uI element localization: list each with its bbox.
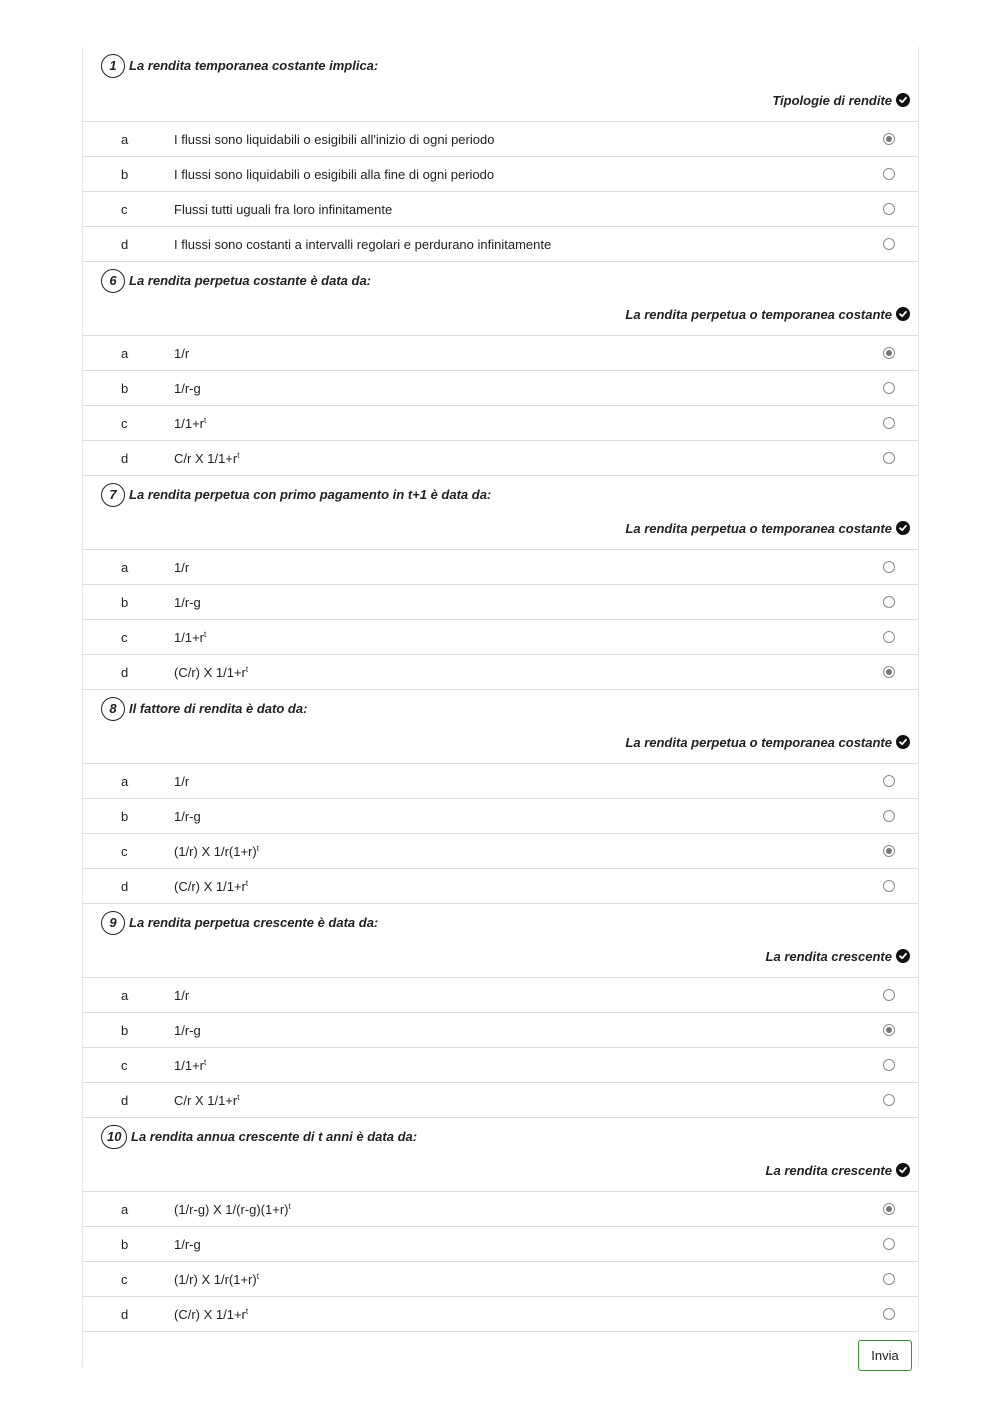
option-letter: a [121, 988, 129, 1003]
option-letter: d [121, 1093, 129, 1108]
option-radio[interactable] [883, 203, 895, 215]
option-main-text: 1/r-g [174, 1023, 201, 1038]
question-text: Il fattore di rendita è dato da: [129, 701, 308, 716]
answer-option[interactable] [83, 654, 918, 689]
option-radio[interactable] [883, 1273, 895, 1285]
question-topic [83, 1155, 918, 1191]
question-text: La rendita annua crescente di t anni è data da: [131, 1129, 418, 1144]
option-main-text: (C/r) X 1/1+r [174, 1307, 246, 1322]
answer-option[interactable] [83, 868, 918, 903]
option-text [174, 1237, 201, 1252]
answer-option[interactable] [83, 1226, 918, 1261]
question-block [83, 261, 918, 475]
option-exponent: t [245, 665, 249, 674]
option-exponent: t [245, 1307, 249, 1316]
option-letter: b [121, 809, 129, 824]
option-main-text: 1/r-g [174, 809, 201, 824]
answer-option[interactable] [83, 1012, 918, 1047]
option-letter: c [121, 1058, 128, 1073]
option-text [174, 167, 494, 182]
answer-option[interactable] [83, 1047, 918, 1082]
option-main-text: I flussi sono liquidabili o esigibili all'inizio di ogni periodo [174, 132, 495, 147]
question-text: La rendita perpetua con primo pagamento in t+1 è data da: [129, 487, 492, 502]
option-radio[interactable] [883, 666, 895, 678]
question-header [83, 903, 918, 941]
answer-option[interactable] [83, 584, 918, 619]
answer-option[interactable] [83, 549, 918, 584]
option-main-text: 1/1+r [174, 1058, 204, 1073]
check-circle-icon [896, 1163, 910, 1177]
answer-option[interactable] [83, 121, 918, 156]
question-topic [83, 727, 918, 763]
option-main-text: I flussi sono liquidabili o esigibili alla fine di ogni periodo [174, 167, 495, 182]
check-circle-icon [896, 521, 910, 535]
option-radio[interactable] [883, 1203, 895, 1215]
option-radio[interactable] [883, 810, 895, 822]
option-list [83, 1191, 918, 1331]
option-radio[interactable] [883, 347, 895, 359]
answer-option[interactable] [83, 833, 918, 868]
question-text: La rendita perpetua costante è data da: [129, 273, 372, 288]
topic-label: Tipologie di rendite [772, 93, 892, 108]
option-main-text: 1/r [174, 346, 190, 361]
answer-option[interactable] [83, 619, 918, 654]
option-text [174, 202, 392, 217]
option-main-text: 1/r [174, 774, 190, 789]
option-letter: d [121, 237, 129, 252]
option-text [174, 879, 248, 894]
question-block [83, 689, 918, 903]
option-exponent: t [288, 1202, 291, 1211]
option-text [174, 630, 206, 645]
option-radio[interactable] [883, 1024, 895, 1036]
option-main-text: 1/r [174, 988, 190, 1003]
option-letter: a [121, 1202, 129, 1217]
option-text [174, 1023, 201, 1038]
answer-option[interactable] [83, 1296, 918, 1331]
option-text [174, 132, 494, 147]
option-radio[interactable] [883, 880, 895, 892]
option-exponent: t [237, 451, 240, 460]
option-main-text: 1/1+r [174, 416, 204, 431]
option-text [174, 1307, 248, 1322]
answer-option[interactable] [83, 191, 918, 226]
question-header [83, 1117, 918, 1155]
answer-option[interactable] [83, 335, 918, 370]
option-text [174, 451, 239, 466]
option-radio[interactable] [883, 631, 895, 643]
question-block [83, 47, 918, 261]
question-list [83, 47, 918, 1331]
check-circle-icon [896, 949, 910, 963]
check-circle-icon [896, 307, 910, 321]
option-main-text: C/r X 1/1+r [174, 1093, 238, 1108]
option-exponent: t [245, 879, 249, 888]
option-letter: a [121, 560, 129, 575]
answer-option[interactable] [83, 405, 918, 440]
option-letter: d [121, 879, 129, 894]
option-letter: c [121, 416, 128, 431]
question-number: 6 [101, 269, 125, 293]
check-circle-icon [896, 735, 910, 749]
option-text [174, 237, 551, 252]
option-text [174, 416, 206, 431]
answer-option[interactable] [83, 440, 918, 475]
option-main-text: 1/r-g [174, 381, 201, 396]
option-letter: c [121, 202, 128, 217]
option-text [174, 560, 189, 575]
question-topic [83, 513, 918, 549]
option-letter: c [121, 1272, 128, 1287]
option-list [83, 763, 918, 903]
question-block [83, 1117, 918, 1331]
option-text [174, 346, 189, 361]
question-topic [83, 299, 918, 335]
option-radio[interactable] [883, 596, 895, 608]
option-letter: a [121, 346, 129, 361]
question-header [83, 261, 918, 299]
topic-label: La rendita crescente [765, 949, 892, 964]
question-header [83, 475, 918, 513]
question-header [83, 47, 918, 85]
answer-option[interactable] [83, 370, 918, 405]
option-text [174, 844, 259, 859]
option-main-text: I flussi sono costanti a intervalli regolari e perdurano infinitamente [174, 237, 552, 252]
topic-label: La rendita perpetua o temporanea costante [625, 735, 892, 750]
answer-option[interactable] [83, 226, 918, 261]
option-text [174, 381, 201, 396]
option-radio[interactable] [883, 1094, 895, 1106]
option-letter: d [121, 451, 129, 466]
option-exponent: t [204, 416, 207, 425]
option-list [83, 335, 918, 475]
question-number: 10 [101, 1125, 127, 1149]
question-text: La rendita perpetua crescente è data da: [129, 915, 379, 930]
quiz-container [82, 47, 919, 1367]
option-text [174, 665, 248, 680]
option-text [174, 1093, 239, 1108]
option-letter: b [121, 381, 129, 396]
option-main-text: (C/r) X 1/1+r [174, 879, 246, 894]
option-letter: b [121, 1023, 129, 1038]
answer-option[interactable] [83, 798, 918, 833]
option-radio[interactable] [883, 382, 895, 394]
submit-button[interactable]: Invia [858, 1340, 912, 1371]
option-text [174, 988, 189, 1003]
question-number: 9 [101, 911, 125, 935]
answer-option[interactable] [83, 1191, 918, 1226]
question-topic [83, 85, 918, 121]
option-radio[interactable] [883, 238, 895, 250]
form-footer [83, 1331, 918, 1381]
option-main-text: (1/r-g) X 1/(r-g)(1+r) [174, 1202, 289, 1217]
option-letter: b [121, 167, 129, 182]
option-letter: d [121, 665, 129, 680]
option-main-text: (1/r) X 1/r(1+r) [174, 1272, 257, 1287]
option-letter: b [121, 595, 129, 610]
option-radio[interactable] [883, 1059, 895, 1071]
question-number: 7 [101, 483, 125, 507]
answer-option[interactable] [83, 156, 918, 191]
option-radio[interactable] [883, 417, 895, 429]
option-main-text: 1/r-g [174, 595, 201, 610]
option-letter: b [121, 1237, 129, 1252]
option-letter: d [121, 1307, 129, 1322]
option-text [174, 809, 201, 824]
topic-label: La rendita perpetua o temporanea costante [625, 307, 892, 322]
option-letter: c [121, 630, 128, 645]
option-main-text: 1/r [174, 560, 190, 575]
option-text [174, 774, 189, 789]
option-main-text: Flussi tutti uguali fra loro infinitamente [174, 202, 393, 217]
option-radio[interactable] [883, 452, 895, 464]
option-radio[interactable] [883, 561, 895, 573]
question-text: La rendita temporanea costante implica: [129, 58, 379, 73]
option-radio[interactable] [883, 1308, 895, 1320]
option-text [174, 595, 201, 610]
option-letter: a [121, 132, 129, 147]
option-main-text: (C/r) X 1/1+r [174, 665, 246, 680]
option-exponent: t [237, 1093, 240, 1102]
option-list [83, 121, 918, 261]
question-number: 8 [101, 697, 125, 721]
question-number: 1 [101, 54, 125, 78]
option-radio[interactable] [883, 168, 895, 180]
option-text [174, 1058, 206, 1073]
option-main-text: (1/r) X 1/r(1+r) [174, 844, 257, 859]
option-letter: a [121, 774, 129, 789]
option-exponent: t [204, 1058, 207, 1067]
option-radio[interactable] [883, 775, 895, 787]
question-topic [83, 941, 918, 977]
answer-option[interactable] [83, 763, 918, 798]
answer-option[interactable] [83, 1082, 918, 1117]
topic-label: La rendita crescente [765, 1163, 892, 1178]
option-exponent: t [204, 630, 207, 639]
question-block [83, 903, 918, 1117]
option-letter: c [121, 844, 128, 859]
option-exponent: t [256, 844, 259, 853]
option-radio[interactable] [883, 133, 895, 145]
question-header [83, 689, 918, 727]
option-main-text: C/r X 1/1+r [174, 451, 238, 466]
answer-option[interactable] [83, 1261, 918, 1296]
option-list [83, 977, 918, 1117]
option-main-text: 1/1+r [174, 630, 204, 645]
option-text [174, 1202, 291, 1217]
option-radio[interactable] [883, 989, 895, 1001]
topic-label: La rendita perpetua o temporanea costante [625, 521, 892, 536]
option-text [174, 1272, 259, 1287]
check-circle-icon [896, 93, 910, 107]
option-radio[interactable] [883, 1238, 895, 1250]
option-radio[interactable] [883, 845, 895, 857]
option-exponent: t [256, 1272, 259, 1281]
question-block [83, 475, 918, 689]
option-list [83, 549, 918, 689]
option-main-text: 1/r-g [174, 1237, 201, 1252]
answer-option[interactable] [83, 977, 918, 1012]
